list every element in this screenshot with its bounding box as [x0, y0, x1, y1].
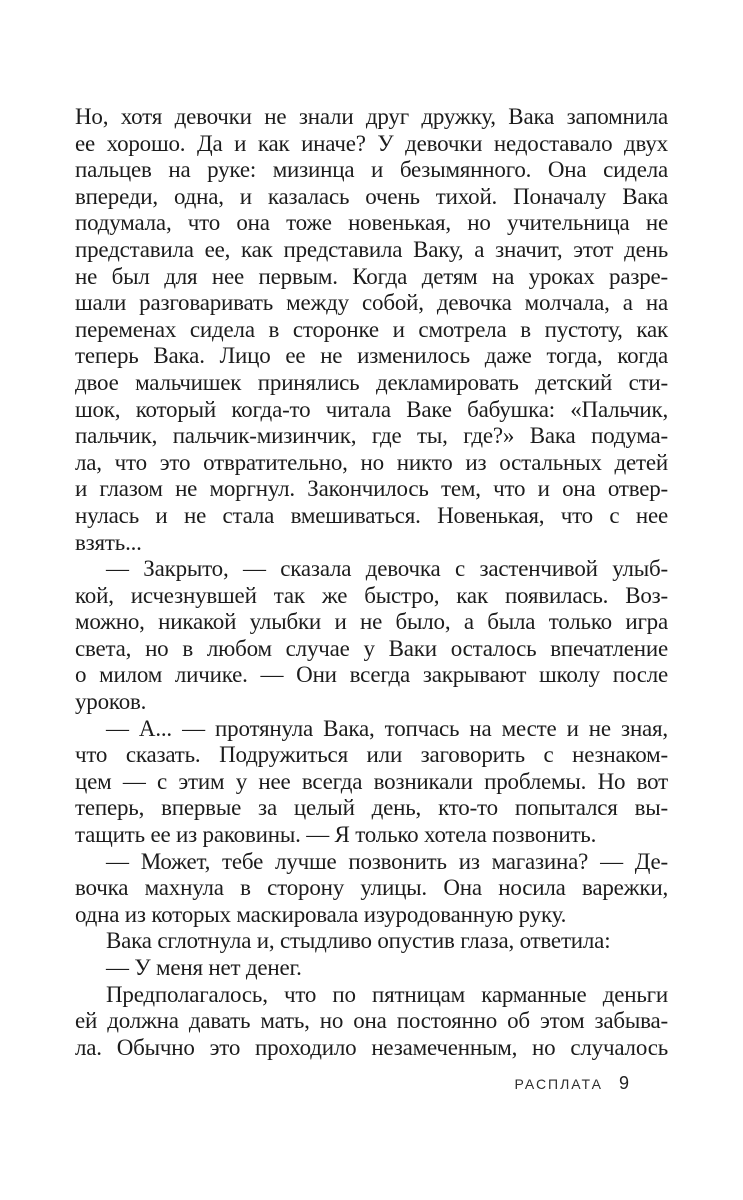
text-line: пальчик, пальчик-мизинчик, где ты, где?» Вака подума-: [75, 423, 668, 449]
text-line: можно, никакой улыбки и не было, а была только игра: [75, 609, 668, 635]
text-line: пальцев на руке: мизинца и безымянного. Она сидела: [75, 157, 668, 183]
text-line: шали разговаривать между собой, девочка молчала, а на: [75, 290, 668, 316]
text-line: уроков.: [75, 689, 147, 715]
text-line: не был для нее первым. Когда детям на уроках разре-: [75, 263, 668, 289]
text-line: ей должна давать мать, но она постоянно об этом забыва-: [75, 1008, 668, 1034]
text-line: взять...: [75, 529, 142, 555]
body-text: [75, 104, 668, 1061]
text-line: цем — с этим у нее всегда возникали проблемы. Но вот: [75, 768, 668, 794]
text-line: о милом личике. — Они всегда закрывают школу после: [75, 662, 668, 688]
text-line: — А... — протянула Вака, топчась на месте и не зная,: [106, 715, 668, 741]
text-line: переменах сидела в сторонке и смотрела в пустоту, как: [75, 316, 668, 342]
text-line: и глазом не моргнул. Закончилось тем, что и она отвер-: [75, 476, 668, 502]
text-line: одна из которых маскировала изуродованную руку.: [75, 901, 567, 927]
running-title: РАСПЛАТА: [514, 1076, 603, 1092]
text-line: шок, который когда-то читала Ваке бабушка: «Пальчик,: [75, 396, 668, 422]
text-line: теперь Вака. Лицо ее не изменилось даже тогда, когда: [75, 343, 668, 369]
text-line: — Закрыто, — сказала девочка с застенчивой улыб-: [106, 556, 668, 582]
text-line: подумала, что она тоже новенькая, но учительница не: [75, 210, 668, 236]
text-line: тащить ее из раковины. — Я только хотела позвонить.: [75, 822, 597, 848]
text-line: двое мальчишек принялись декламировать детский сти-: [75, 369, 668, 395]
text-line: Но, хотя девочки не знали друг дружку, Вака запомнила: [75, 104, 668, 129]
text-line: ла. Обычно это проходило незамеченным, но случалось: [75, 1034, 668, 1060]
text-line: вочка махнула в сторону улицы. Она носила варежки,: [75, 875, 668, 901]
text-line: Вака сглотнула и, стыдливо опустив глаза, ответила:: [106, 928, 611, 954]
text-line: кой, исчезнувшей так же быстро, как появилась. Воз-: [75, 582, 668, 608]
text-line: впереди, одна, и казалась очень тихой. Поначалу Вака: [75, 183, 668, 209]
text-line: теперь, впервые за целый день, кто-то попытался вы-: [75, 795, 668, 821]
page-footer: [515, 1074, 629, 1092]
text-line: что сказать. Подружиться или заговорить с незнаком-: [75, 742, 668, 768]
page-number: 9: [618, 1073, 629, 1093]
text-line: света, но в любом случае у Ваки осталось впечатление: [75, 635, 668, 661]
text-line: представила ее, как представила Ваку, а значит, этот день: [75, 236, 668, 262]
text-line: — Может, тебе лучше позвонить из магазина? — Де-: [106, 848, 668, 874]
text-line: ла, что это отвратительно, но никто из остальных детей: [75, 449, 668, 475]
text-line: нулась и не стала вмешиваться. Новенькая, что с нее: [75, 502, 668, 528]
text-line: Предполагалось, что по пятницам карманные деньги: [106, 981, 668, 1007]
text-line: — У меня нет денег.: [106, 955, 302, 980]
text-line: ее хорошо. Да и как иначе? У девочки недоставало двух: [75, 130, 668, 156]
